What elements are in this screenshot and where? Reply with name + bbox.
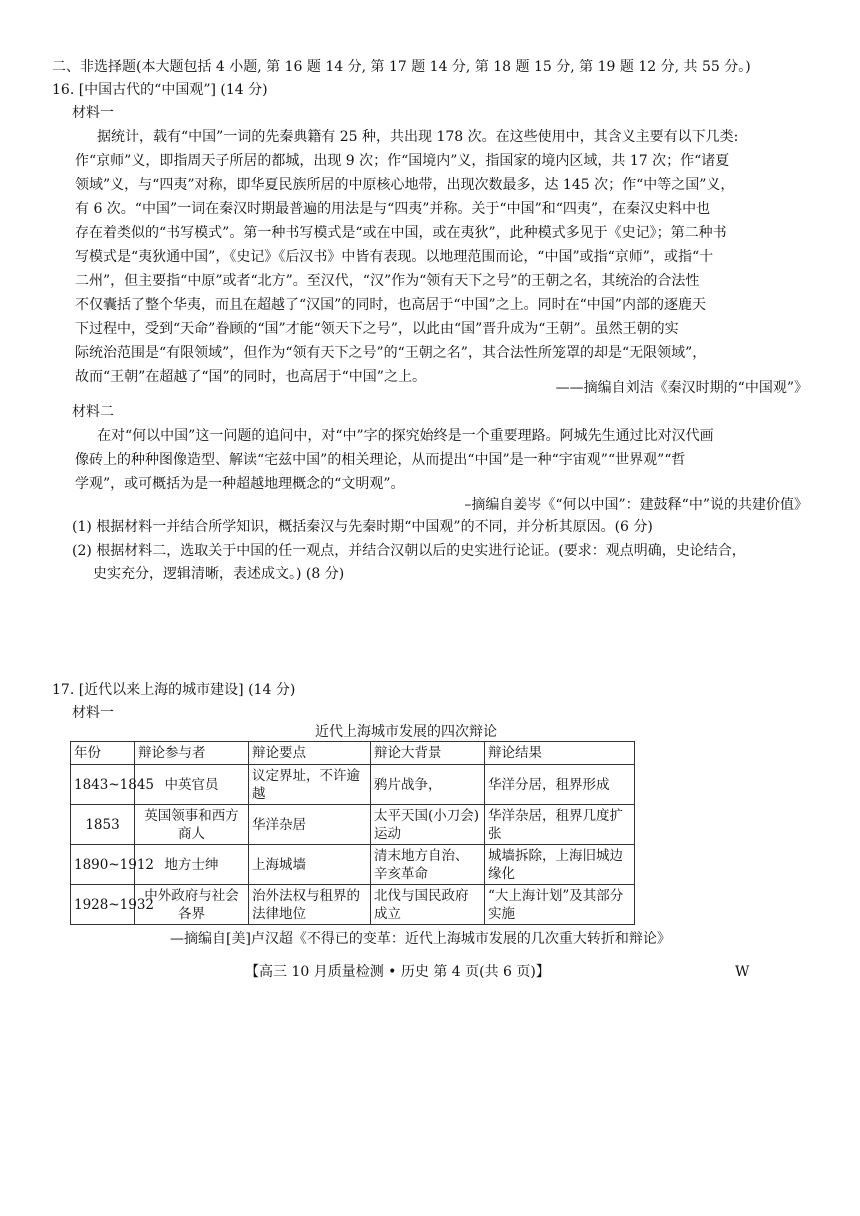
- q17-title: 17. [近代以来上海的城市建设] (14 分): [52, 682, 296, 698]
- q16-material2-source: –摘编自姜岑《“何以中国”：建鼓释“中”说的共建价值》: [464, 497, 808, 513]
- q16-m2-line: 像砖上的种种图像造型、解读“宅兹中国”的相关理论，从而提出“中国”是一种“宇宙观”“世界观”“哲: [75, 452, 686, 468]
- q16-m1-line: 际统治范围是“有限领域”，但作为“领有天下之号”的“王朝之名”，其合法性所笼罩的却是“无限领域”，: [75, 345, 707, 361]
- page-footer: 【高三 10 月质量检测 • 历史 第 4 页(共 6 页)】: [245, 964, 550, 980]
- q16-m1-line: 领域”义，与“四夷”对称，即华夏民族所居的中原核心地带，出现次数最多，达 145 次；作“中等之国”义，: [75, 177, 735, 193]
- header-result: 辩论结果: [485, 742, 635, 765]
- cell-participants: 中外政府与社会各界: [135, 885, 249, 925]
- cell-result: 华洋分居，租界形成: [485, 765, 635, 805]
- table-row: [71, 845, 635, 885]
- cell-result: 城墙拆除，上海旧城边缘化: [485, 845, 635, 885]
- q16-question-2: (2) 根据材料二，选取关于中国的任一观点，并结合汉朝以后的史实进行论证。(要求：观点明确，史论结合，: [72, 543, 746, 559]
- cell-debate-points: 治外法权与租界的法律地位: [249, 885, 371, 925]
- table-source: —摘编自[美]卢汉超《不得已的变革：近代上海城市发展的几次重大转折和辩论》: [170, 931, 671, 947]
- q16-material1-source: ——摘编自刘洁《秦汉时期的“中国观”》: [555, 380, 808, 396]
- cell-result: 华洋杂居，租界几度扩张: [485, 805, 635, 845]
- q16-m1-line: 故而“王朝”在超越了“国”的同时，也高居于“中国”之上。: [75, 369, 426, 385]
- cell-participants: 地方士绅: [135, 845, 249, 885]
- table-row: [71, 765, 635, 805]
- q16-title: 16. [中国古代的“中国观”] (14 分): [52, 82, 268, 98]
- cell-background: 鸦片战争，: [371, 765, 485, 805]
- q16-m2-line: 学观”，或可概括为是一种超越地理概念的“文明观”。: [75, 476, 405, 492]
- section-header: 二、非选择题(本大题包括 4 小题, 第 16 题 14 分, 第 17 题 14 分, 第 18 题 15 分, 第 19 题 12 分, 共 55 分。): [52, 59, 751, 75]
- cell-year: 1890~1912: [71, 845, 135, 885]
- q16-m1-line: 有 6 次。“中国”一词在秦汉时期最普遍的用法是与“四夷”并称。关于“中国”和“四夷”，在秦汉史料中也: [75, 201, 711, 217]
- cell-year: 1853: [71, 805, 135, 845]
- q16-m2-line: 在对“何以中国”这一问题的追问中，对“中”字的探究始终是一个重要理路。阿城先生通过比对汉代画: [97, 428, 714, 444]
- q16-m1-line: 据统计，载有“中国”一词的先秦典籍有 25 种，共出现 178 次。在这些使用中，其含义主要有以下几类:: [97, 129, 739, 145]
- q16-m1-line: 作“京师”义，即指周天子所居的都城，出现 9 次；作“国境内”义，指国家的境内区域，共 17 次；作“诸夏: [75, 153, 730, 169]
- header-debate-points: 辩论要点: [249, 742, 371, 765]
- table-header-row: [71, 742, 635, 765]
- footer-mark: W: [735, 964, 750, 980]
- header-background: 辩论大背景: [371, 742, 485, 765]
- cell-participants: 英国领事和西方商人: [135, 805, 249, 845]
- table-row: [71, 805, 635, 845]
- cell-debate-points: 上海城墙: [249, 845, 371, 885]
- q16-material1-label: 材料一: [72, 105, 114, 121]
- table-caption: 近代上海城市发展的四次辩论: [315, 724, 497, 740]
- q16-material2-label: 材料二: [72, 404, 114, 420]
- cell-background: 太平天国(小刀会)运动: [371, 805, 485, 845]
- cell-debate-points: 华洋杂居: [249, 805, 371, 845]
- cell-debate-points: 议定界址，不许逾越: [249, 765, 371, 805]
- cell-year: 1843~1845: [71, 765, 135, 805]
- cell-year: 1928~1932: [71, 885, 135, 925]
- q16-m1-line: 写模式是“夷狄通中国”，《史记》《后汉书》中皆有表现。以地理范围而论，“中国”或指“京师”，或指“十: [75, 249, 714, 265]
- cell-background: 清末地方自治、辛亥革命: [371, 845, 485, 885]
- cell-result: “大上海计划”及其部分实施: [485, 885, 635, 925]
- q16-m1-line: 不仅囊括了整个华夷，而且在超越了“汉国”的同时，也高居于“中国”之上。同时在“中国”内部的逐鹿天: [75, 297, 706, 313]
- debate-table: [70, 741, 635, 925]
- q16-question-1: (1) 根据材料一并结合所学知识，概括秦汉与先秦时期“中国观”的不同，并分析其原因。(6 分): [72, 519, 653, 535]
- q16-m1-line: 二州”，但主要指“中原”或者“北方”。至汉代，“汉”作为“领有天下之号”的王朝之名，其统治的合法性: [75, 273, 700, 289]
- header-year: 年份: [71, 742, 135, 765]
- cell-background: 北伐与国民政府成立: [371, 885, 485, 925]
- table-row: [71, 885, 635, 925]
- q16-m1-line: 下过程中，受到“天命”眷顾的“国”才能“领天下之号”，以此由“国”晋升成为“王朝”。虽然王朝的实: [75, 321, 679, 337]
- cell-participants: 中英官员: [135, 765, 249, 805]
- q17-material1-label: 材料一: [72, 705, 114, 721]
- header-participants: 辩论参与者: [135, 742, 249, 765]
- q16-question-2-cont: 史实充分，逻辑清晰，表述成文。) (8 分): [93, 566, 345, 582]
- q16-m1-line: 存在着类似的“书写模式”。第一种书写模式是“或在中国，或在夷狄”，此种模式多见于《史记》；第二种书: [75, 225, 727, 241]
